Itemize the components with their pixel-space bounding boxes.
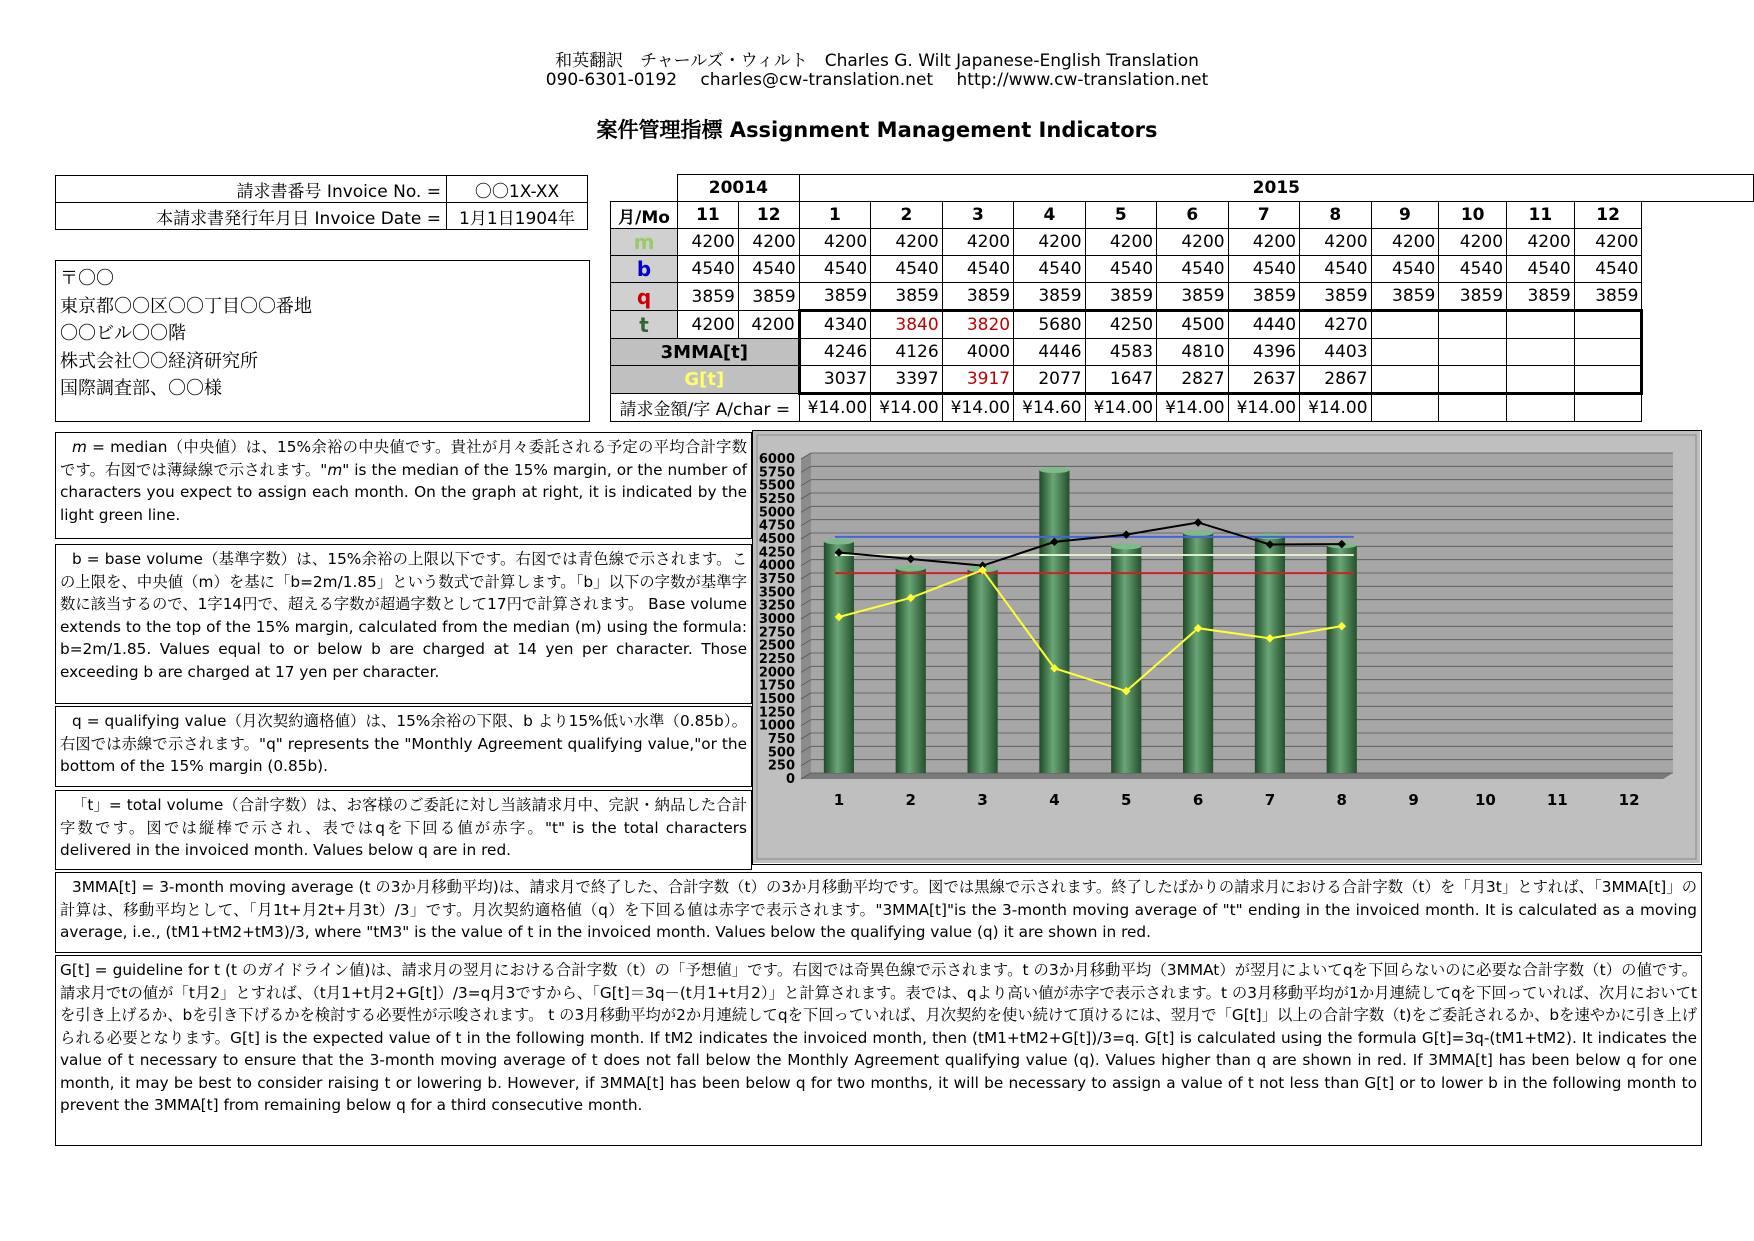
x-tick-label: 9 bbox=[1408, 791, 1419, 809]
cell-q: 3859 bbox=[871, 283, 942, 311]
bar-total-volume bbox=[1039, 470, 1069, 773]
plot-floor bbox=[801, 773, 1673, 779]
cell-q: 3859 bbox=[1085, 283, 1156, 311]
month-header: 5 bbox=[1085, 202, 1156, 229]
cell-g bbox=[1371, 366, 1439, 394]
cell-3mma: 4246 bbox=[799, 339, 870, 366]
x-tick-label: 6 bbox=[1192, 791, 1204, 809]
cell-b: 4540 bbox=[1014, 256, 1085, 283]
cell-g: 1647 bbox=[1085, 366, 1156, 394]
cell-m: 4200 bbox=[1085, 229, 1156, 256]
cell-b: 4540 bbox=[678, 256, 739, 283]
note-guideline: G[t] = guideline for t (t のガイドライン値)は、請求月の翌月における合計字数（t）の「予想値」です。右図では奇異色線で示されます。t の3か月移動平均（3MMAt）が翌月によいてqを下回らないのに必要な合計字数（t）の値です。請求月でtの値が「t月2」とすれば、（t月1+t月2+G[t]）/3=q月3ですから、「G[t]＝3q－(t月1+t月2）」と計算されます。表では、qより高い値が赤字で表示されます。t の3月移動平均が1か月連続してqを下回っていれば、次月においてtを引き上げるか、bを引き下げるかを検討する必要性が示唆されます。 t の3月移動平均が2か月連続してqを下回っていれば、月次契約を使い続けて頂けるには、翌月で「G[t]」以上の合計字数（t)をご委託されるか、bを速やかに引き上げられる必要となります。G[t] is the expected value of t in the following month. If tM2 indicates the invoiced month, then (tM1+tM2+G[t])/3=q. G[t] is calculated using the formula G[t]=3q-(tM1+tM2). It indicates the value of t necessary to ensure that the 3-month moving average of t does not fall below the Monthly Agreement qualifying value (q). Values higher than q are shown in red. If 3MMA[t] has been below q for one month, it may be best to consider raising t or lowering b. However, if 3MMA[t] has been below q for two months, it will be necessary to assign a value of t not less than G[t] or to lower b in the following month to prevent the 3MMA[t] from remaining below q for a third consecutive month. bbox=[55, 955, 1702, 1146]
note-median-symbol-2: m bbox=[327, 460, 343, 479]
row-label-q: q bbox=[611, 283, 678, 311]
bar-top bbox=[1183, 530, 1213, 536]
cell-m: 4200 bbox=[799, 229, 870, 256]
row-label-rate: 請求金額/字 A/char = bbox=[611, 394, 800, 422]
cell-t: 5680 bbox=[1014, 311, 1085, 339]
y-tick-label: 1500 bbox=[758, 692, 795, 707]
y-tick-label: 0 bbox=[785, 772, 795, 787]
cell-rate: ¥14.00 bbox=[1300, 394, 1371, 422]
y-tick-label: 2750 bbox=[758, 625, 795, 641]
address-line: 国際調査部、〇〇様 bbox=[60, 378, 222, 399]
x-tick-label: 5 bbox=[1121, 791, 1132, 809]
y-tick-label: 1750 bbox=[758, 678, 795, 694]
cell-m: 4200 bbox=[1300, 229, 1371, 256]
phone-number: 090-6301-0192 bbox=[545, 70, 678, 90]
indicator-table bbox=[610, 174, 1754, 422]
cell-3mma: 4403 bbox=[1300, 339, 1371, 366]
bar-total-volume bbox=[1183, 533, 1213, 773]
row-label-g: G[t] bbox=[611, 366, 800, 394]
cell-t: 4500 bbox=[1157, 311, 1228, 339]
cell-t bbox=[1371, 311, 1439, 339]
cell-m: 4200 bbox=[1157, 229, 1228, 256]
cell-g: 3397 bbox=[871, 366, 942, 394]
x-tick-label: 11 bbox=[1546, 791, 1568, 809]
x-tick-label: 7 bbox=[1264, 791, 1276, 809]
page-title: 案件管理指標 Assignment Management Indicators bbox=[596, 118, 1158, 142]
cell-g bbox=[1574, 366, 1642, 394]
cell-b: 4540 bbox=[1228, 256, 1299, 283]
corner-cell bbox=[611, 175, 678, 202]
cell-g: 2077 bbox=[1014, 366, 1085, 394]
cell-b: 4540 bbox=[871, 256, 942, 283]
cell-q: 3859 bbox=[1371, 283, 1439, 311]
cell-rate bbox=[1439, 394, 1507, 422]
bar-total-volume bbox=[1255, 536, 1285, 773]
cell-rate: ¥14.00 bbox=[1085, 394, 1156, 422]
address-line: 東京都〇〇区〇〇丁目〇〇番地 bbox=[60, 295, 312, 317]
cell-m: 4200 bbox=[942, 229, 1013, 256]
bar-total-volume bbox=[967, 569, 997, 773]
y-tick-label: 5750 bbox=[758, 465, 795, 481]
note-moving-average: 3MMA[t] = 3-month moving average (t の3か月移動平均)は、請求月で終了した、合計字数（t）の3か月移動平均です。図では黒線で示されます。終了したばかりの請求月における合計字数（t）を「月3t」とすれば、「3MMA[t]」の計算は、移動平均として、「月1t+月2t+月3t）/3」です。月次契約適格値（q）を下回る値は赤字で表示されます。"3MMA[t]"is the 3-month moving average of "t" ending in the invoiced month. It is calculated as a moving average, i.e., (tM1+tM2+tM3)/3, where "tM3" is the value of t in the invoiced month. Values below the qualifying value (q) it are shown in red. bbox=[55, 872, 1702, 953]
cell-g bbox=[1507, 366, 1575, 394]
cell-q: 3859 bbox=[799, 283, 870, 311]
header-name-line: 和英翻訳 チャールズ・ウィルト Charles G. Wilt Japanese-English Translation bbox=[555, 51, 1199, 71]
y-tick-label: 5250 bbox=[758, 492, 795, 507]
month-header: 8 bbox=[1300, 202, 1371, 229]
address-line: 株式会社〇〇経済研究所 bbox=[60, 350, 258, 372]
cell-b: 4540 bbox=[1085, 256, 1156, 283]
month-header: 11 bbox=[1507, 202, 1575, 229]
bar-top bbox=[896, 565, 926, 571]
address-line: 〒〇〇 bbox=[60, 268, 114, 289]
y-tick-label: 1000 bbox=[758, 718, 795, 734]
chart-container bbox=[752, 430, 1702, 865]
cell-t: 4250 bbox=[1085, 311, 1156, 339]
row-label-m: m bbox=[611, 229, 678, 256]
email-address[interactable]: charles@cw-translation.net bbox=[700, 70, 934, 90]
y-tick-label: 4250 bbox=[758, 545, 795, 561]
month-header: 12 bbox=[738, 202, 799, 229]
x-tick-label: 1 bbox=[833, 791, 845, 809]
cell-g: 2827 bbox=[1157, 366, 1228, 394]
y-tick-label: 750 bbox=[767, 732, 795, 747]
y-tick-label: 3750 bbox=[758, 572, 795, 587]
y-tick-label: 2000 bbox=[758, 665, 795, 681]
cell-m: 4200 bbox=[1371, 229, 1439, 256]
cell-3mma: 4810 bbox=[1157, 339, 1228, 366]
cell-rate: ¥14.00 bbox=[799, 394, 870, 422]
cell-b: 4540 bbox=[799, 256, 870, 283]
month-header: 10 bbox=[1439, 202, 1507, 229]
month-header: 9 bbox=[1371, 202, 1439, 229]
cell-rate: ¥14.60 bbox=[1014, 394, 1085, 422]
y-tick-label: 2500 bbox=[758, 638, 795, 654]
cell-t: 4440 bbox=[1228, 311, 1299, 339]
x-tick-label: 3 bbox=[977, 791, 988, 809]
cell-rate: ¥14.00 bbox=[1228, 394, 1299, 422]
y-tick-label: 1250 bbox=[758, 705, 795, 721]
y-tick-label: 250 bbox=[767, 758, 795, 774]
month-header: 7 bbox=[1228, 202, 1299, 229]
cell-3mma: 4583 bbox=[1085, 339, 1156, 366]
cell-b: 4540 bbox=[1157, 256, 1228, 283]
bar-top bbox=[824, 539, 854, 545]
cell-m: 4200 bbox=[1439, 229, 1507, 256]
cell-b: 4540 bbox=[942, 256, 1013, 283]
cell-m: 4200 bbox=[678, 229, 739, 256]
cell-m: 4200 bbox=[1228, 229, 1299, 256]
cell-3mma: 4000 bbox=[942, 339, 1013, 366]
cell-rate: ¥14.00 bbox=[942, 394, 1013, 422]
year-2014: 20014 bbox=[678, 175, 800, 202]
cell-rate bbox=[1371, 394, 1439, 422]
month-header-label: 月/Mo bbox=[611, 202, 678, 229]
x-tick-label: 2 bbox=[905, 791, 916, 809]
cell-3mma bbox=[1574, 339, 1642, 366]
y-tick-label: 4500 bbox=[758, 532, 795, 547]
y-tick-label: 3500 bbox=[758, 585, 795, 601]
chart-svg bbox=[753, 431, 1700, 863]
cell-t: 4200 bbox=[738, 311, 799, 339]
bar-top bbox=[1039, 467, 1069, 473]
year-2015: 2015 bbox=[799, 175, 1753, 202]
month-header: 6 bbox=[1157, 202, 1228, 229]
note-median-text-b: " is the median of the 15% margin, or the number of characters you expect to assign each month. On the graph at right, it is indicated by the light green line. bbox=[60, 460, 747, 524]
y-tick-label: 5000 bbox=[758, 505, 795, 521]
cell-q: 3859 bbox=[1574, 283, 1642, 311]
cell-m: 4200 bbox=[1014, 229, 1085, 256]
bar-total-volume bbox=[1111, 546, 1141, 773]
cell-3mma: 4126 bbox=[871, 339, 942, 366]
cell-t: 4340 bbox=[799, 311, 870, 339]
month-header: 4 bbox=[1014, 202, 1085, 229]
cell-3mma: 4446 bbox=[1014, 339, 1085, 366]
x-tick-label: 4 bbox=[1049, 791, 1060, 809]
bar-top bbox=[1111, 543, 1141, 549]
cell-b: 4540 bbox=[1300, 256, 1371, 283]
bar-total-volume bbox=[824, 542, 854, 773]
x-tick-label: 8 bbox=[1336, 791, 1347, 809]
cell-b: 4540 bbox=[1574, 256, 1642, 283]
cell-t bbox=[1439, 311, 1507, 339]
y-tick-label: 2250 bbox=[758, 652, 795, 667]
y-tick-label: 500 bbox=[767, 745, 795, 761]
cell-b: 4540 bbox=[1371, 256, 1439, 283]
note-median-text-a: = median（中央値）は、15%余裕の中央値です。貴社が月々委託される予定の平均合計字数です。右図では薄緑線で示されます。" bbox=[60, 438, 747, 479]
row-label-3mma: 3MMA[t] bbox=[611, 339, 800, 366]
month-header: 1 bbox=[799, 202, 870, 229]
cell-g bbox=[1439, 366, 1507, 394]
y-tick-label: 4750 bbox=[758, 518, 795, 534]
row-label-b: b bbox=[611, 256, 678, 283]
cell-q: 3859 bbox=[1439, 283, 1507, 311]
cell-m: 4200 bbox=[871, 229, 942, 256]
cell-q: 3859 bbox=[942, 283, 1013, 311]
cell-q: 3859 bbox=[1300, 283, 1371, 311]
note-qualifying-value: q = qualifying value（月次契約適格値）は、15%余裕の下限、b より15%低い水準（0.85b）。右図では赤線で示されます。"q" represents the "Monthly Agreement qualifying value,"or the bottom of the 15% margin (0.85b). bbox=[55, 706, 752, 787]
address-line: 〇〇ビル〇〇階 bbox=[60, 323, 186, 344]
y-tick-label: 5500 bbox=[758, 478, 795, 494]
cell-q: 3859 bbox=[678, 283, 739, 311]
cell-b: 4540 bbox=[738, 256, 799, 283]
y-tick-label: 6000 bbox=[758, 452, 795, 467]
cell-3mma: 4396 bbox=[1228, 339, 1299, 366]
cell-rate bbox=[1574, 394, 1642, 422]
cell-t: 4270 bbox=[1300, 311, 1371, 339]
cell-3mma bbox=[1371, 339, 1439, 366]
invoice-info-table bbox=[55, 175, 588, 230]
invoice-date-label: 本請求書発行年月日 Invoice Date = bbox=[56, 203, 447, 230]
cell-q: 3859 bbox=[1157, 283, 1228, 311]
address-block bbox=[55, 260, 590, 422]
cell-rate bbox=[1507, 394, 1575, 422]
cell-q: 3859 bbox=[1507, 283, 1575, 311]
cell-q: 3859 bbox=[1014, 283, 1085, 311]
x-tick-label: 12 bbox=[1618, 791, 1640, 809]
cell-m: 4200 bbox=[1574, 229, 1642, 256]
cell-t bbox=[1574, 311, 1642, 339]
note-base-volume: b = base volume（基準字数）は、15%余裕の上限以下です。右図では青色線で示されます。この上限を、中央値（m）を基に「b=2m/1.85」という数式で計算します。「b」以下の字数が基準字数に該当するので、1字14円で、超える字数が超過字数として17円で計算されます。 Base volume extends to the top of the 15% margin, calculated from the median (m) using the formula: b=2m/1.85. Values equal to or below b are charged at 14 yen per character. Those exceeding b are charged at 17 yen per character. bbox=[55, 544, 752, 704]
month-header: 11 bbox=[678, 202, 739, 229]
cell-m: 4200 bbox=[1507, 229, 1575, 256]
cell-g: 2637 bbox=[1228, 366, 1299, 394]
y-tick-label: 4000 bbox=[758, 558, 795, 574]
invoice-no-label: 請求書番号 Invoice No. = bbox=[56, 176, 447, 203]
cell-b: 4540 bbox=[1439, 256, 1507, 283]
note-total-volume: 「t」= total volume（合計字数）は、お客様のご委託に対し当該請求月中、完訳・納品した合計字数です。図では縦棒で示され、表ではqを下回る値が赤字。"t" is the total characters delivered in the invoiced month. Values below q are in red. bbox=[55, 790, 752, 870]
note-median bbox=[55, 432, 752, 539]
row-label-t: t bbox=[611, 311, 678, 339]
cell-t: 4200 bbox=[678, 311, 739, 339]
invoice-no-value: 〇〇1X-XX bbox=[447, 176, 588, 203]
cell-3mma bbox=[1507, 339, 1575, 366]
cell-m: 4200 bbox=[738, 229, 799, 256]
month-header: 2 bbox=[871, 202, 942, 229]
cell-q: 3859 bbox=[738, 283, 799, 311]
y-tick-label: 3000 bbox=[758, 612, 795, 627]
bar-total-volume bbox=[1327, 545, 1357, 773]
y-tick-label: 3250 bbox=[758, 598, 795, 614]
cell-rate: ¥14.00 bbox=[871, 394, 942, 422]
header-contact-line bbox=[0, 70, 1754, 90]
cell-g: 3917 bbox=[942, 366, 1013, 394]
cell-q: 3859 bbox=[1228, 283, 1299, 311]
cell-g: 2867 bbox=[1300, 366, 1371, 394]
x-tick-label: 10 bbox=[1474, 791, 1496, 809]
cell-t: 3820 bbox=[942, 311, 1013, 339]
website-url[interactable]: http://www.cw-translation.net bbox=[956, 70, 1209, 90]
note-median-symbol: m bbox=[72, 438, 87, 456]
cell-g: 3037 bbox=[799, 366, 870, 394]
cell-t bbox=[1507, 311, 1575, 339]
cell-rate: ¥14.00 bbox=[1157, 394, 1228, 422]
month-header: 3 bbox=[942, 202, 1013, 229]
cell-3mma bbox=[1439, 339, 1507, 366]
month-header: 12 bbox=[1574, 202, 1642, 229]
invoice-date-value: 1月1日1904年 bbox=[447, 203, 588, 230]
cell-b: 4540 bbox=[1507, 256, 1575, 283]
cell-t: 3840 bbox=[871, 311, 942, 339]
